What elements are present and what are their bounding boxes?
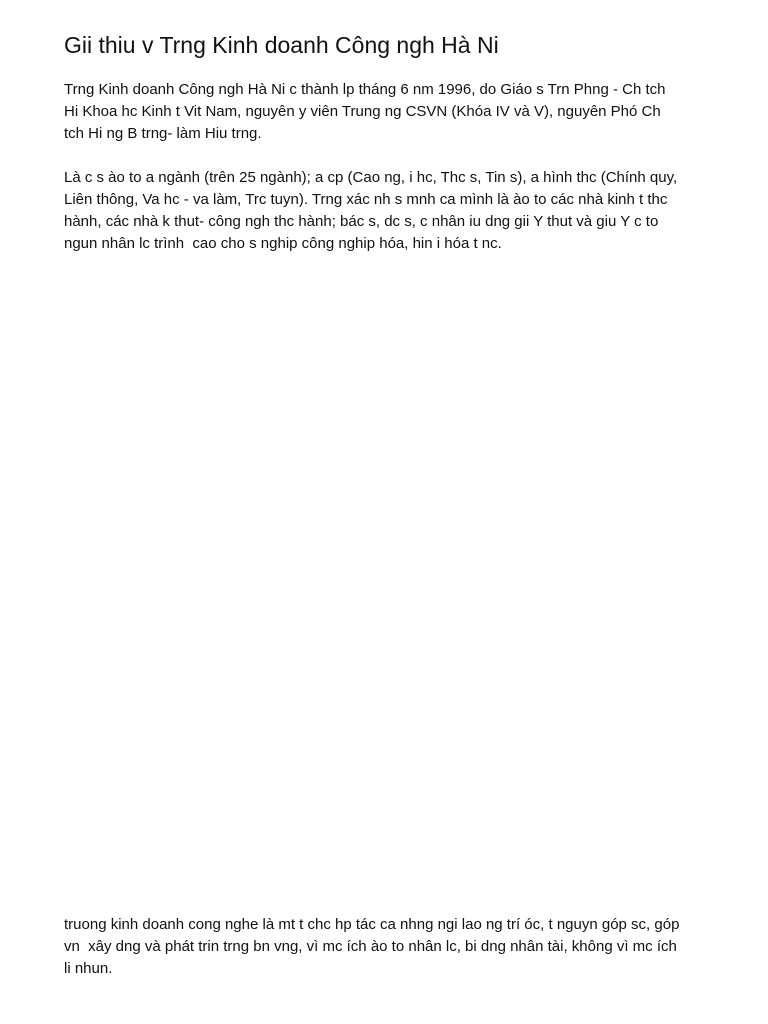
paragraph-mission <box>64 914 714 980</box>
text-line: li nhun. <box>64 960 113 977</box>
paragraph-programs <box>64 167 714 255</box>
text-line: vn xây dng và phát trin trng bn vng, vì mc ích ào to nhân lc, bi dng nhân tài, không vì mc ích <box>64 938 677 955</box>
text-line: truong kinh doanh cong nghe là mt t chc hp tác ca nhng ngi lao ng trí óc, t nguyn góp sc, góp <box>64 916 680 933</box>
text-line: Hi Khoa hc Kinh t Vit Nam, nguyên y viên Trung ng CSVN (Khóa IV và V), nguyên Phó Ch <box>64 103 661 120</box>
paragraph-intro <box>64 79 714 145</box>
text-line: hành, các nhà k thut- công ngh thc hành; bác s, dc s, c nhân iu dng gii Y thut và giu Y c to <box>64 213 659 230</box>
text-line: tch Hi ng B trng- làm Hiu trng. <box>64 125 262 142</box>
page-title: Gii thiu v Trng Kinh doanh Công ngh Hà Ni <box>64 32 499 58</box>
text-line: Là c s ào to a ngành (trên 25 ngành); a cp (Cao ng, i hc, Thc s, Tin s), a hình thc (Chính quy, <box>64 169 678 186</box>
text-line: ngun nhân lc trình cao cho s nghip công nghip hóa, hin i hóa t nc. <box>64 235 502 252</box>
text-line: Trng Kinh doanh Công ngh Hà Ni c thành lp tháng 6 nm 1996, do Giáo s Trn Phng - Ch tch <box>64 81 666 98</box>
text-line: Liên thông, Va hc - va làm, Trc tuyn). Trng xác nh s mnh ca mình là ào to các nhà kinh t thc <box>64 191 668 208</box>
